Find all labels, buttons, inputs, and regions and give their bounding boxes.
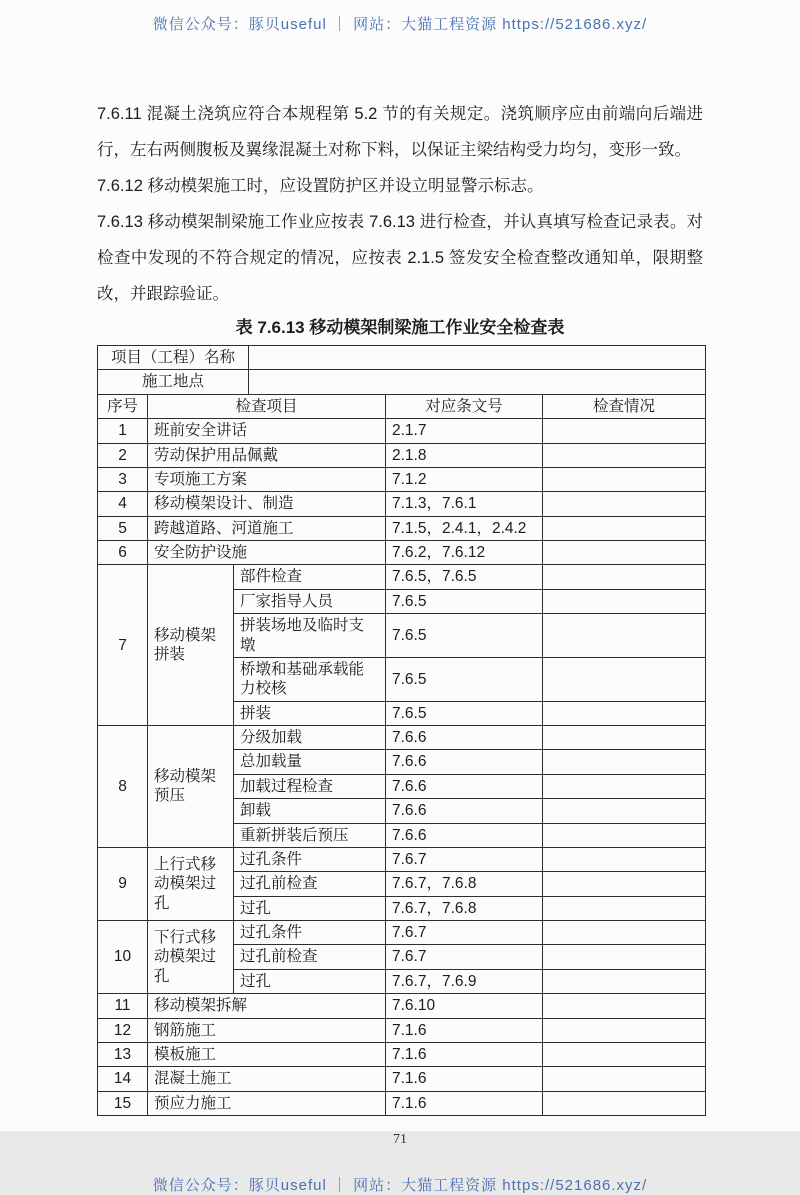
status-cell [543, 823, 706, 847]
status-cell [543, 774, 706, 798]
subitem-cell: 加载过程检查 [234, 774, 386, 798]
code-cell: 7.6.5，7.6.5 [386, 565, 543, 589]
group-label-cell: 移动模架拼装 [148, 565, 234, 726]
seq-cell: 6 [98, 541, 148, 565]
info-row-project-name [98, 346, 706, 370]
subitem-cell: 过孔前检查 [234, 945, 386, 969]
code-cell: 7.1.5，2.4.1，2.4.2 [386, 516, 543, 540]
seq-cell: 12 [98, 1018, 148, 1042]
subitem-cell: 总加载量 [234, 750, 386, 774]
subitem-cell: 厂家指导人员 [234, 589, 386, 613]
status-cell [543, 516, 706, 540]
site-label: 施工地点 [98, 370, 249, 394]
code-cell: 7.6.6 [386, 750, 543, 774]
info-row-site [98, 370, 706, 394]
item-cell: 预应力施工 [148, 1091, 386, 1115]
item-cell: 班前安全讲话 [148, 419, 386, 443]
safety-check-table [97, 345, 706, 1116]
code-cell: 7.6.7，7.6.9 [386, 969, 543, 993]
code-cell: 7.6.5 [386, 657, 543, 701]
item-cell: 模板施工 [148, 1042, 386, 1066]
status-cell [543, 799, 706, 823]
site-banner-top: 微信公众号：豚贝useful ｜ 网站：大猫工程资源 https://521686.xyz/ [152, 16, 648, 33]
code-cell: 2.1.7 [386, 419, 543, 443]
status-cell [543, 1091, 706, 1115]
code-cell: 7.6.2，7.6.12 [386, 541, 543, 565]
subitem-cell: 过孔 [234, 969, 386, 993]
code-cell: 7.6.7 [386, 945, 543, 969]
table-row [98, 726, 706, 750]
item-cell: 移动模架设计、制造 [148, 492, 386, 516]
seq-cell: 13 [98, 1042, 148, 1066]
seq-cell: 7 [98, 565, 148, 726]
table-row [98, 492, 706, 516]
seq-cell: 5 [98, 516, 148, 540]
code-cell: 7.6.7，7.6.8 [386, 896, 543, 920]
site-banner-bottom: 微信公众号：豚贝useful ｜ 网站：大猫工程资源 https://521686.xyz/ [152, 1177, 648, 1194]
table-row [98, 1042, 706, 1066]
code-cell: 7.1.6 [386, 1067, 543, 1091]
seq-cell: 14 [98, 1067, 148, 1091]
subitem-cell: 过孔 [234, 896, 386, 920]
code-cell: 7.6.7 [386, 847, 543, 871]
table-title: 表 7.6.13 移动模架制梁施工作业安全检查表 [235, 318, 565, 337]
status-cell [543, 1067, 706, 1091]
project-name-value [249, 346, 706, 370]
table-row [98, 1018, 706, 1042]
status-cell [543, 565, 706, 589]
subitem-cell: 分级加载 [234, 726, 386, 750]
subitem-cell: 卸载 [234, 799, 386, 823]
code-cell: 7.6.7 [386, 921, 543, 945]
clause-7-6-13: 7.6.13 移动模架制梁施工作业应按表 7.6.13 进行检查，并认真填写检查记录表。对检查中发现的不符合规定的情况，应按表 2.1.5 签发安全检查整改通知单，限期整改，并跟踪验证。 [97, 213, 703, 303]
header-seq: 序号 [98, 394, 148, 418]
code-cell: 7.6.7，7.6.8 [386, 872, 543, 896]
code-cell: 7.6.5 [386, 614, 543, 658]
status-cell [543, 969, 706, 993]
group-label-cell: 上行式移动模架过孔 [148, 847, 234, 920]
status-cell [543, 945, 706, 969]
status-cell [543, 443, 706, 467]
page-number: 71 [393, 1132, 407, 1147]
table-row [98, 516, 706, 540]
item-cell: 移动模架拆解 [148, 994, 386, 1018]
seq-cell: 4 [98, 492, 148, 516]
subitem-cell: 桥墩和基础承载能力校核 [234, 657, 386, 701]
subitem-cell: 拼装 [234, 701, 386, 725]
status-cell [543, 1042, 706, 1066]
seq-cell: 1 [98, 419, 148, 443]
status-cell [543, 921, 706, 945]
code-cell: 7.6.6 [386, 799, 543, 823]
subitem-cell: 重新拼装后预压 [234, 823, 386, 847]
code-cell: 2.1.8 [386, 443, 543, 467]
table-row [98, 994, 706, 1018]
status-cell [543, 614, 706, 658]
header-item: 检查项目 [148, 394, 386, 418]
code-cell: 7.1.3，7.6.1 [386, 492, 543, 516]
status-cell [543, 726, 706, 750]
code-cell: 7.1.2 [386, 467, 543, 491]
status-cell [543, 701, 706, 725]
seq-cell: 8 [98, 726, 148, 848]
header-status: 检查情况 [543, 394, 706, 418]
status-cell [543, 492, 706, 516]
status-cell [543, 467, 706, 491]
header-code: 对应条文号 [386, 394, 543, 418]
code-cell: 7.1.6 [386, 1018, 543, 1042]
project-name-label: 项目（工程）名称 [98, 346, 249, 370]
subitem-cell: 过孔条件 [234, 921, 386, 945]
code-cell: 7.6.5 [386, 701, 543, 725]
subitem-cell: 拼装场地及临时支墩 [234, 614, 386, 658]
status-cell [543, 541, 706, 565]
item-cell: 跨越道路、河道施工 [148, 516, 386, 540]
table-row [98, 921, 706, 945]
table-row [98, 419, 706, 443]
status-cell [543, 657, 706, 701]
status-cell [543, 896, 706, 920]
status-cell [543, 1018, 706, 1042]
seq-cell: 15 [98, 1091, 148, 1115]
code-cell: 7.6.6 [386, 823, 543, 847]
status-cell [543, 847, 706, 871]
seq-cell: 10 [98, 921, 148, 994]
seq-cell: 3 [98, 467, 148, 491]
seq-cell: 2 [98, 443, 148, 467]
subitem-cell: 过孔前检查 [234, 872, 386, 896]
table-row [98, 541, 706, 565]
item-cell: 钢筋施工 [148, 1018, 386, 1042]
table-row [98, 443, 706, 467]
code-cell: 7.1.6 [386, 1091, 543, 1115]
code-cell: 7.6.6 [386, 726, 543, 750]
table-header-row [98, 394, 706, 418]
seq-cell: 11 [98, 994, 148, 1018]
seq-cell: 9 [98, 847, 148, 920]
clause-7-6-11: 7.6.11 混凝土浇筑应符合本规程第 5.2 节的有关规定。浇筑顺序应由前端向后端进行，左右两侧腹板及翼缘混凝土对称下料，以保证主梁结构受力均匀，变形一致。 [97, 105, 703, 159]
group-label-cell: 下行式移动模架过孔 [148, 921, 234, 994]
status-cell [543, 419, 706, 443]
code-cell: 7.6.5 [386, 589, 543, 613]
table-row [98, 467, 706, 491]
status-cell [543, 589, 706, 613]
table-row [98, 565, 706, 589]
item-cell: 混凝土施工 [148, 1067, 386, 1091]
table-row [98, 1091, 706, 1115]
item-cell: 安全防护设施 [148, 541, 386, 565]
subitem-cell: 部件检查 [234, 565, 386, 589]
body-paragraphs [97, 96, 703, 312]
code-cell: 7.1.6 [386, 1042, 543, 1066]
table-row [98, 1067, 706, 1091]
group-label-cell: 移动模架预压 [148, 726, 234, 848]
status-cell [543, 872, 706, 896]
subitem-cell: 过孔条件 [234, 847, 386, 871]
clause-7-6-12: 7.6.12 移动模架施工时，应设置防护区并设立明显警示标志。 [97, 177, 544, 195]
code-cell: 7.6.10 [386, 994, 543, 1018]
item-cell: 专项施工方案 [148, 467, 386, 491]
code-cell: 7.6.6 [386, 774, 543, 798]
site-value [249, 370, 706, 394]
item-cell: 劳动保护用品佩戴 [148, 443, 386, 467]
status-cell [543, 994, 706, 1018]
status-cell [543, 750, 706, 774]
table-row [98, 847, 706, 871]
page-content [97, 96, 703, 1116]
